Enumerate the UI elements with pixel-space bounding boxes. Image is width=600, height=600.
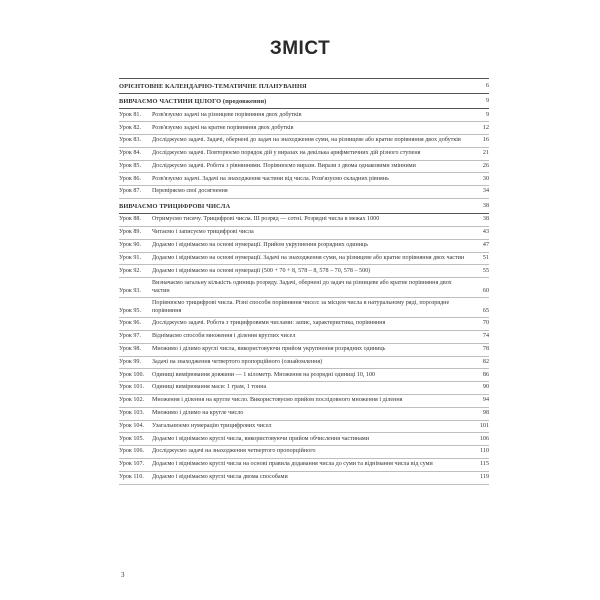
page-ref: 94	[482, 397, 489, 404]
toc-lesson-row	[119, 253, 489, 266]
lesson-title: Задачі на знаходження четвертого пропорційного (ознайомлення)	[152, 358, 323, 365]
lesson-number: Урок 105.	[119, 435, 145, 442]
lesson-title: Додаємо і віднімаємо на основі нумерації (500 + 70 + 8, 578 – 8, 578 – 70, 578 – 500)	[152, 267, 371, 274]
lesson-title: Додаємо і віднімаємо круглі числа на основі правила додавання числа до суми та віднімання числа від суми	[152, 461, 433, 468]
toc-lesson-row	[119, 298, 489, 318]
lesson-title: Досліджуємо задачі. Робота з трицифровими числами: запис, характеристика, порівняння	[152, 320, 386, 327]
lesson-title: Додаємо і віднімаємо круглі числа, використовуючи прийом обчислення частинами	[152, 435, 370, 442]
lesson-number: Урок 86.	[119, 175, 141, 182]
toc-section-row	[119, 94, 489, 109]
lesson-number: Урок 92.	[119, 267, 141, 274]
page-ref: 60	[482, 287, 489, 294]
page-ref: 9	[485, 111, 489, 118]
toc-lesson-row	[119, 148, 489, 161]
toc-lesson-row	[119, 369, 489, 382]
toc-section-row	[119, 199, 489, 214]
lesson-number: Урок 95.	[119, 307, 141, 314]
lesson-number: Урок 85.	[119, 162, 141, 169]
toc-lesson-row	[119, 357, 489, 370]
page-ref: 21	[482, 150, 489, 157]
page-ref: 51	[482, 254, 489, 261]
toc-lesson-row	[119, 265, 489, 278]
lesson-title: Порівнюємо трицифрові числа. Різні способи порівняння чисел: за місцем числа в натуральному ряді, порозрядне порівняння	[152, 300, 450, 314]
page-ref: 65	[482, 307, 489, 314]
page-ref: 26	[482, 162, 489, 169]
lesson-title: Розв'язуємо задачі на кратне порівняння двох добутків	[152, 124, 294, 131]
toc-lesson-row	[119, 318, 489, 331]
page-ref: 70	[482, 320, 489, 327]
page-ref: 38	[482, 216, 489, 223]
toc-lesson-row	[119, 472, 489, 485]
toc-lesson-row	[119, 240, 489, 253]
toc-lesson-row	[119, 135, 489, 148]
lesson-number: Урок 101.	[119, 384, 145, 391]
lesson-title: Розв'язуємо задачі. Задачі на знаходження частини від числа. Розв'язуємо складних рівнянь	[152, 175, 389, 182]
page-ref: 115	[480, 461, 489, 468]
lesson-title: Перевіряємо свої досягнення	[152, 188, 228, 195]
toc-lesson-row	[119, 344, 489, 357]
toc-lesson-row	[119, 382, 489, 395]
lesson-title: Додаємо і віднімаємо на основі нумерації. Задачі на знаходження суми, на різницеве або кратне порівняння двох частин	[152, 254, 465, 261]
page-ref: 47	[482, 242, 489, 249]
lesson-title: Досліджуємо задачі на знаходження четвертого пропорційного	[152, 448, 316, 455]
page-title: ЗМІСТ	[269, 38, 331, 59]
page-ref: 90	[482, 384, 489, 391]
lesson-title: Множимо і ділимо круглі числа, використовуючи прийом укрупнення розрядних одиниць	[152, 346, 386, 353]
toc-lesson-row	[119, 408, 489, 421]
toc-lesson-row	[119, 278, 489, 298]
page-ref: 82	[482, 358, 489, 365]
page-number: 3	[121, 571, 125, 579]
lesson-number: Урок 91.	[119, 254, 141, 261]
lesson-number: Урок 96.	[119, 320, 141, 327]
page-ref: 6	[485, 83, 489, 89]
lesson-title: Множимо і ділимо на кругле число	[152, 410, 244, 417]
page-ref: 12	[482, 124, 489, 131]
page-ref: 38	[482, 202, 489, 209]
toc-lesson-row	[119, 109, 489, 122]
page-ref: 110	[480, 448, 489, 455]
page-ref: 78	[482, 346, 489, 353]
toc-lesson-row	[119, 433, 489, 446]
lesson-number: Урок 90.	[119, 242, 141, 249]
page-ref: 74	[482, 333, 489, 340]
section-title: ВИВЧАЄМО ТРИЦИФРОВІ ЧИСЛА	[119, 202, 231, 210]
page-ref: 101	[479, 422, 489, 429]
toc-lesson-row	[119, 173, 489, 186]
lesson-number: Урок 100.	[119, 371, 145, 378]
lesson-number: Урок 93.	[119, 287, 141, 294]
toc-lesson-row	[119, 459, 489, 472]
toc-lesson-row	[119, 331, 489, 344]
lesson-number: Урок 107.	[119, 461, 145, 468]
toc-lesson-row	[119, 421, 489, 434]
page-ref: 106	[479, 435, 489, 442]
lesson-title: Множення і ділення на кругле число. Використовуємо прийом послідовного множення і ділення	[152, 397, 403, 404]
lesson-number: Урок 103.	[119, 410, 145, 417]
toc-lesson-row	[119, 186, 489, 199]
toc-section-row	[119, 78, 489, 94]
section-title: ВИВЧАЄМО ЧАСТИНИ ЦІЛОГО (продовження)	[119, 98, 267, 106]
table-of-contents	[119, 78, 489, 485]
lesson-title: Додаємо і віднімаємо на основі нумерації. Прийом укрупнення розрядних одиниць	[152, 242, 369, 249]
lesson-number: Урок 110.	[119, 474, 144, 481]
lesson-title: Визначаємо загальну кількість одиниць розряду. Задачі, обернені до задач на різницеве або кратне порівняння двох частин	[152, 280, 452, 294]
lesson-title: Одиниці вимірювання маси: 1 грам, 1 тонна	[152, 384, 267, 391]
lesson-title: Досліджуємо задачі. Задачі, обернені до задач на знаходження суми, на різницеве або кратне порівняння двох добутків	[152, 137, 461, 144]
lesson-number: Урок 102.	[119, 397, 145, 404]
lesson-number: Урок 99.	[119, 358, 141, 365]
lesson-number: Урок 84.	[119, 150, 141, 157]
lesson-number: Урок 104.	[119, 422, 145, 429]
lesson-number: Урок 88.	[119, 216, 141, 223]
page-ref: 30	[482, 175, 489, 182]
lesson-title: Розв'язуємо задачі на різницеве порівняння двох добутків	[152, 111, 302, 118]
page-ref: 86	[482, 371, 489, 378]
toc-lesson-row	[119, 227, 489, 240]
toc-lesson-row	[119, 161, 489, 174]
lesson-number: Урок 106.	[119, 448, 145, 455]
toc-lesson-row	[119, 446, 489, 459]
toc-lesson-row	[119, 214, 489, 227]
lesson-title: Досліджуємо задачі. Робота з рівняннями. Порівнюємо вирази. Вирази з двома однаковими змінними	[152, 162, 416, 169]
lesson-title: Віднімаємо способи множення і ділення круглих чисел	[152, 333, 296, 340]
section-title: ОРІЄНТОВНЕ КАЛЕНДАРНО-ТЕМАТИЧНЕ ПЛАНУВАННЯ	[119, 83, 307, 90]
toc-lesson-row	[119, 122, 489, 135]
page-ref: 9	[485, 98, 489, 105]
lesson-title: Узагальнюємо нумерацію трицифрових чисел	[152, 422, 272, 429]
page-ref: 16	[482, 137, 489, 144]
lesson-number: Урок 89.	[119, 229, 141, 236]
page-ref: 55	[482, 267, 489, 274]
lesson-title: Читаємо і записуємо трицифрові числа	[152, 229, 254, 236]
lesson-number: Урок 98.	[119, 346, 141, 353]
lesson-title: Отримуємо тисячу. Трицифрові числа. III розряд — сотні. Розрядні числа в межах 1000	[152, 216, 380, 223]
lesson-number: Урок 81.	[119, 111, 141, 118]
page-ref: 43	[482, 229, 489, 236]
lesson-title: Одиниці вимірювання довжини — 1 кілометр. Множення на розрядні одиниці 10, 100	[152, 371, 376, 378]
lesson-number: Урок 87.	[119, 188, 141, 195]
lesson-title: Досліджуємо задачі. Повторюємо порядок дій у виразах на декілька арифметичних дій різного ступеня	[152, 150, 421, 157]
lesson-number: Урок 82.	[119, 124, 141, 131]
page-ref: 119	[480, 474, 489, 481]
lesson-number: Урок 83.	[119, 137, 141, 144]
lesson-number: Урок 97.	[119, 333, 141, 340]
toc-lesson-row	[119, 395, 489, 408]
lesson-title: Додаємо і віднімаємо круглі числа двома способами	[152, 474, 288, 481]
page-ref: 98	[482, 410, 489, 417]
page-ref: 34	[482, 188, 489, 195]
